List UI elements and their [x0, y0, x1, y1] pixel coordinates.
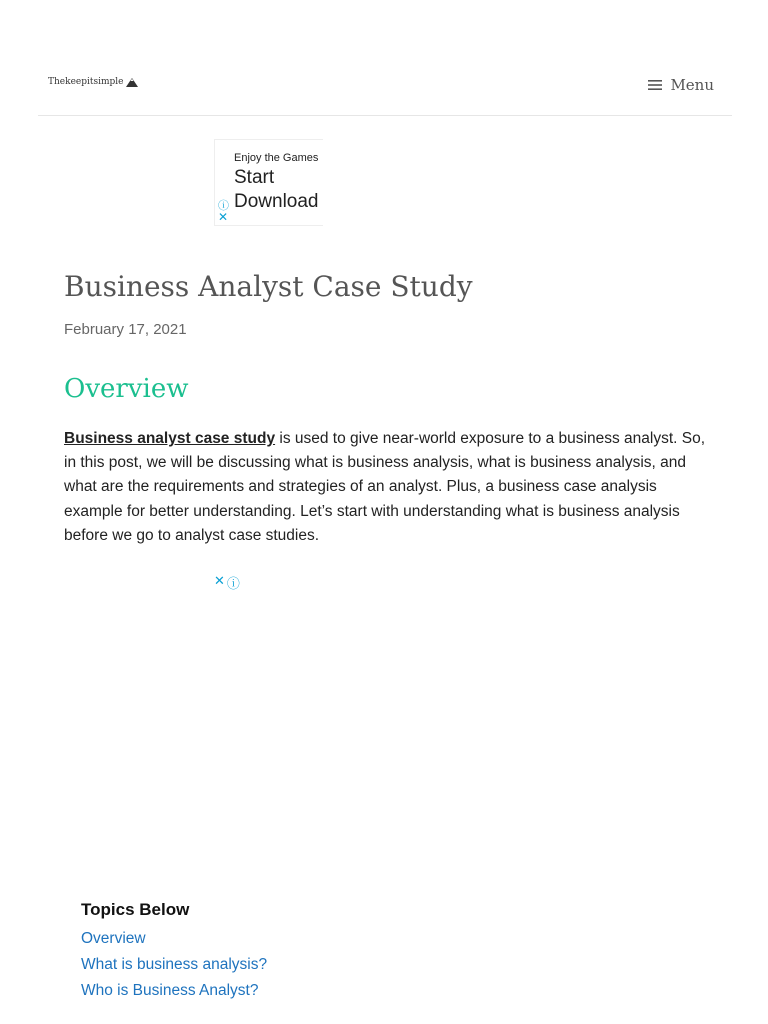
- menu-label: Menu: [670, 76, 714, 94]
- page-title: Business Analyst Case Study: [64, 270, 473, 303]
- ad-info-icon[interactable]: ⓘ: [218, 200, 229, 212]
- overview-heading: Overview: [64, 374, 189, 404]
- logo-mountain-icon: [126, 77, 138, 87]
- site-logo[interactable]: [48, 77, 138, 87]
- ad-headline-line1: Start: [234, 167, 275, 188]
- ad-tagline: Enjoy the Games: [234, 152, 319, 164]
- toc-item-overview[interactable]: Overview: [81, 930, 146, 947]
- ad-slot-controls: [214, 573, 240, 592]
- ad-banner[interactable]: [214, 139, 323, 226]
- ad-close-icon[interactable]: ✕: [214, 573, 225, 588]
- ad-info-icon[interactable]: ⓘ: [226, 576, 240, 591]
- ad-close-icon[interactable]: ✕: [218, 210, 229, 224]
- ad-headline-line2: Download: [234, 191, 319, 212]
- toc-item-what-is-business-analysis[interactable]: What is business analysis?: [81, 956, 268, 973]
- toc-item-who-is-business-analyst[interactable]: Who is Business Analyst?: [81, 982, 259, 999]
- toc-list: [81, 926, 681, 1006]
- site-header: [38, 62, 732, 116]
- table-of-contents: [81, 900, 681, 1006]
- menu-toggle-button[interactable]: [648, 76, 714, 94]
- logo-text: Thekeepitsimple: [48, 77, 124, 87]
- intro-paragraph: [64, 427, 710, 548]
- intro-text: is used to give near-world exposure to a business analyst. So, in this post, we will be discussing what is business analysis, what is business analysis, and what are the requirements and strategies of an analyst. Plus, a business case analysis example for better understanding. Let’s start with understanding what is business analysis before we go to analyst case studies.: [64, 430, 706, 544]
- hamburger-icon: [648, 79, 662, 91]
- toc-title: Topics Below: [81, 900, 190, 919]
- post-date: February 17, 2021: [64, 321, 187, 338]
- case-study-link[interactable]: Business analyst case study: [64, 430, 276, 447]
